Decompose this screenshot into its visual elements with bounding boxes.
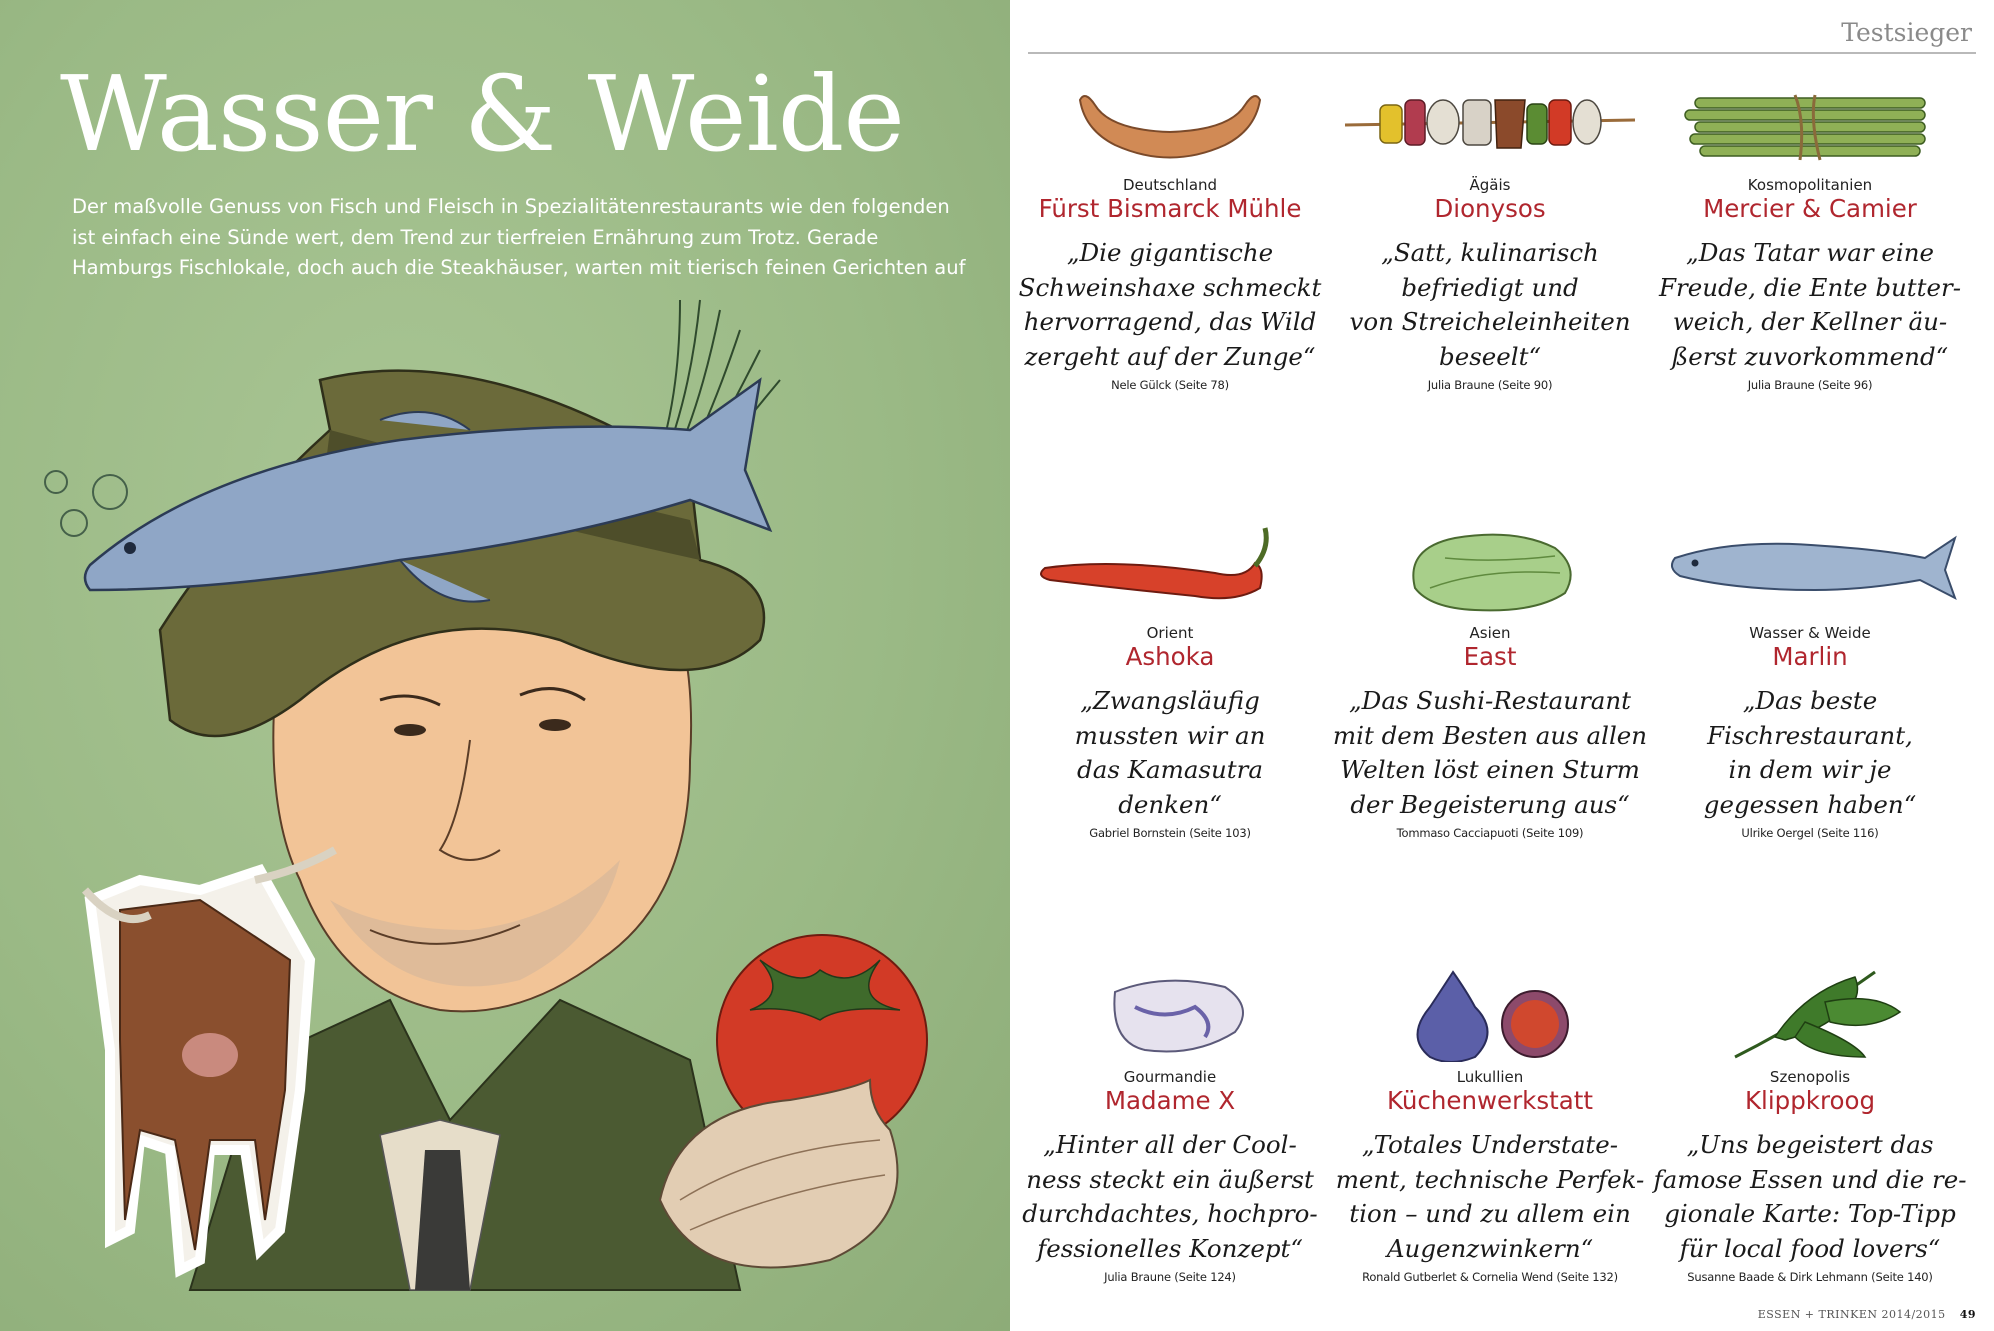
entry-quote (1650, 236, 1970, 374)
fig-icon (1335, 962, 1645, 1062)
chili-icon (1015, 518, 1325, 618)
restaurant-entry (1650, 70, 1970, 392)
intro-line: Der maßvolle Genuss von Fisch und Fleisch in Spezialitätenrestaurants wie den folgenden (72, 195, 950, 218)
restaurant-entry (1330, 70, 1650, 392)
right-page (1010, 0, 1994, 1331)
restaurant-entry (1010, 70, 1330, 392)
quote-line: ßerst zuvorkommend“ (1671, 341, 1949, 371)
entry-author: Julia Braune (Seite 124) (1104, 1270, 1236, 1284)
quote-line: in dem wir je (1728, 755, 1892, 784)
entry-quote (1010, 684, 1330, 822)
entry-name: Dionysos (1434, 194, 1546, 223)
entry-category: Szenopolis (1769, 1068, 1851, 1086)
entry-quote (1330, 684, 1650, 822)
entry-author: Julia Braune (Seite 90) (1427, 378, 1553, 392)
quote-line: „Totales Understate- (1361, 1130, 1619, 1159)
page-number: 49 (1959, 1308, 1976, 1321)
restaurant-entry (1330, 518, 1650, 840)
entry-quote (1010, 1128, 1330, 1266)
entry-category: Deutschland (1122, 176, 1218, 194)
skewer-icon (1335, 70, 1645, 170)
entry-name: East (1463, 642, 1517, 671)
restaurant-entry (1330, 962, 1650, 1284)
bubbles-icon (45, 471, 127, 536)
quote-line: ment, technische Perfek- (1335, 1164, 1645, 1194)
arugula-icon (1655, 962, 1965, 1062)
quote-line: mit dem Besten aus allen (1332, 720, 1648, 750)
oyster-icon (1015, 962, 1325, 1062)
quote-line: „Uns begeistert das (1686, 1130, 1934, 1159)
restaurant-entry (1650, 962, 1970, 1284)
entry-name: Fürst Bismarck Mühle (1038, 194, 1302, 223)
quote-line: befriedigt und (1401, 272, 1579, 302)
quote-line: zergeht auf der Zunge“ (1024, 341, 1316, 371)
cabbage-icon (1335, 518, 1645, 618)
entry-name: Klippkroog (1744, 1086, 1876, 1115)
intro-text (72, 192, 966, 284)
entry-author: Julia Braune (Seite 96) (1747, 378, 1873, 392)
restaurant-entry (1650, 518, 1970, 840)
entry-category: Ägäis (1469, 176, 1511, 194)
quote-line: mussten wir an (1074, 720, 1266, 750)
entry-author: Nele Gülck (Seite 78) (1111, 378, 1229, 392)
entry-quote (1650, 1128, 1970, 1266)
entry-name: Küchenwerkstatt (1387, 1086, 1593, 1115)
entry-author: Gabriel Bornstein (Seite 103) (1089, 826, 1251, 840)
entry-author: Ronald Gutberlet & Cornelia Wend (Seite 132) (1362, 1270, 1618, 1284)
page-footer (1758, 1308, 1976, 1321)
entry-category: Lukullien (1456, 1068, 1524, 1086)
section-label: Testsieger (1841, 18, 1972, 47)
quote-line: „Satt, kulinarisch (1381, 238, 1599, 267)
asparagus-icon (1655, 70, 1965, 170)
entry-name: Mercier & Camier (1703, 194, 1917, 223)
quote-line: „Zwangsläufig (1080, 686, 1260, 715)
entry-name: Marlin (1772, 642, 1848, 671)
entry-quote (1330, 1128, 1650, 1266)
quote-line: beseelt“ (1439, 341, 1541, 371)
quote-line: „Das Sushi-Restaurant (1348, 686, 1632, 715)
quote-line: weich, der Kellner äu- (1672, 307, 1948, 336)
quote-line: Freude, die Ente butter- (1659, 272, 1961, 302)
quote-line: gegessen haben“ (1703, 789, 1917, 819)
restaurant-entry (1010, 518, 1330, 840)
restaurant-entry (1010, 962, 1330, 1284)
quote-line: der Begeisterung aus“ (1350, 789, 1630, 819)
entry-quote (1330, 236, 1650, 374)
entry-quote (1010, 236, 1330, 374)
quote-line: Augenzwinkern“ (1386, 1233, 1594, 1263)
quote-line: Schweinshaxe schmeckt (1018, 272, 1322, 302)
quote-line: gionale Karte: Top-Tipp (1664, 1199, 1956, 1228)
quote-line: „Die gigantische (1066, 238, 1274, 267)
quote-line: für local food lovers“ (1679, 1233, 1941, 1263)
quote-line: hervorragend, das Wild (1023, 307, 1317, 336)
quote-line: „Das Tatar war eine (1686, 238, 1934, 267)
entry-name: Madame X (1104, 1086, 1236, 1115)
header-rule (1028, 52, 1976, 54)
entry-category: Gourmandie (1123, 1068, 1217, 1086)
quote-line: durchdachtes, hochpro- (1022, 1199, 1318, 1228)
entry-category: Orient (1146, 624, 1194, 642)
quote-line: ness steckt ein äußerst (1026, 1164, 1314, 1194)
quote-line: das Kamasutra (1077, 755, 1263, 784)
sausage-icon (1015, 70, 1325, 170)
entry-author: Ulrike Oergel (Seite 116) (1741, 826, 1879, 840)
page-headline: Wasser & Weide (60, 53, 904, 175)
intro-line: Hamburgs Fischlokale, doch auch die Steakhäuser, warten mit tierisch feinen Gerichten auf (72, 256, 966, 279)
fish-icon (1655, 518, 1965, 618)
quote-line: fessionelles Konzept“ (1037, 1233, 1303, 1263)
entry-author: Tommaso Cacciapuoti (Seite 109) (1396, 826, 1584, 840)
intro-line: ist einfach eine Sünde wert, dem Trend zur tierfreien Ernährung zum Trotz. Gerade (72, 225, 879, 249)
entry-category: Asien (1469, 624, 1511, 642)
quote-line: famose Essen und die re- (1653, 1164, 1967, 1194)
entry-category: Wasser & Weide (1749, 624, 1871, 642)
quote-line: „Hinter all der Cool- (1043, 1130, 1297, 1159)
entry-name: Ashoka (1125, 642, 1215, 671)
magazine-name: ESSEN + TRINKEN 2014/2015 (1757, 1308, 1946, 1321)
quote-line: von Streicheleinheiten (1349, 307, 1631, 336)
entry-quote (1650, 684, 1970, 822)
quote-line: tion – und zu allem ein (1349, 1199, 1631, 1228)
entry-category: Kosmopolitanien (1747, 176, 1873, 194)
quote-line: denken“ (1118, 789, 1222, 819)
quote-line: „Das beste (1742, 686, 1878, 715)
entry-author: Susanne Baade & Dirk Lehmann (Seite 140) (1687, 1270, 1933, 1284)
quote-line: Welten löst einen Sturm (1340, 755, 1640, 784)
quote-line: Fischrestaurant, (1707, 720, 1913, 750)
